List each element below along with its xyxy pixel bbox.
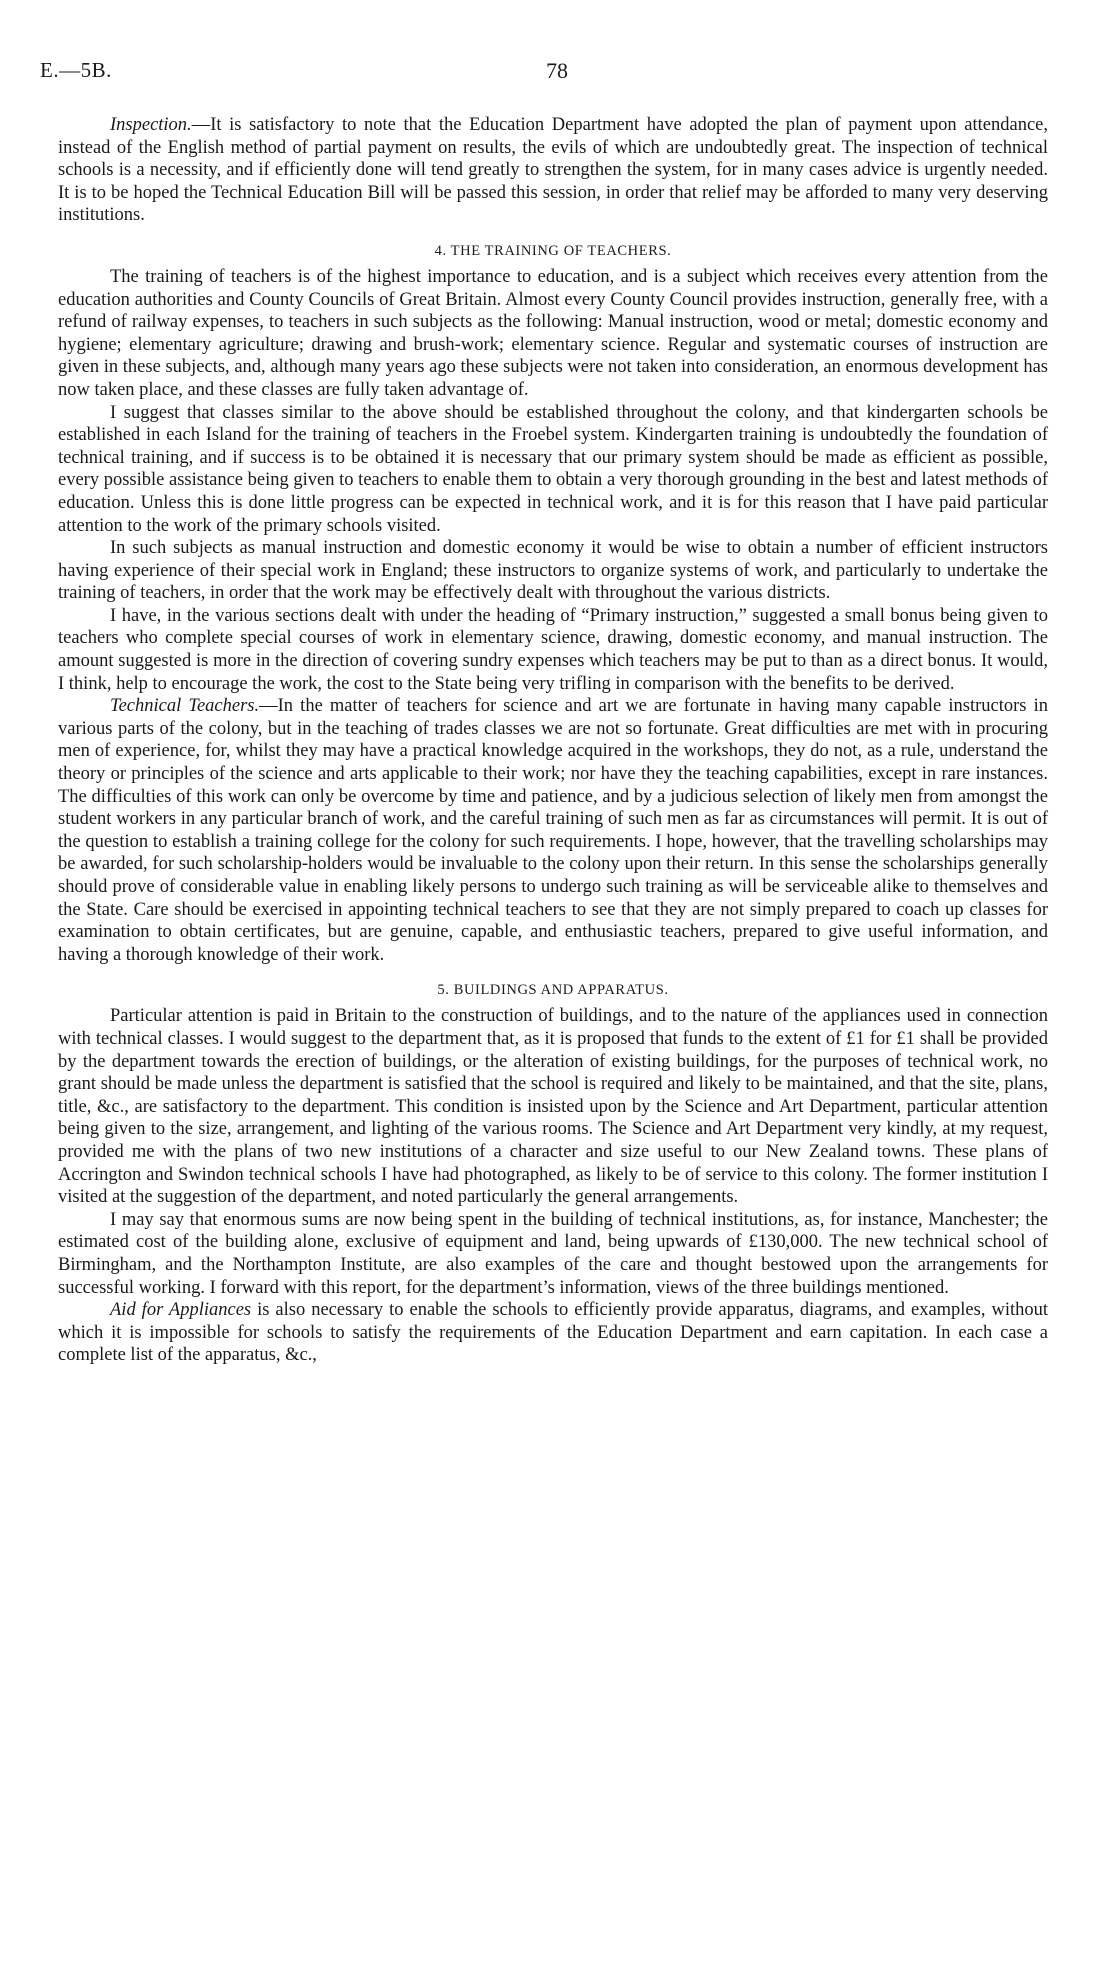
paragraph-lead: Technical Teachers. <box>110 696 260 717</box>
paragraph-text: —It is satisfactory to note that the Education Department have adopted the plan of payment upon attendance, instead of the English method of partial payment on results, the evils of which are undoubtedly great. The inspection of technical schools is a necessity, and if efficiently done will tend greatly to strengthen the system, for in many cases advice is urgently needed. It is to be hoped the Technical Education Bill will be passed this session, in order that relief may be afforded to many very deserving institutions. <box>58 115 1048 226</box>
paragraph-text: —In the matter of teachers for science and art we are fortunate in having many capable instructors in various parts of the colony, but in the teaching of trades classes we are not so fortunate. Great difficulties are met with in procuring men of experience, for, whilst they may have a practical knowledge acquired in the workshops, they do not, as a rule, understand the theory or principles of the science and arts applicable to their work; nor have they the teaching capabilities, except in rare instances. The difficulties of this work can only be overcome by time and patience, and by a judicious selection of likely men from amongst the student workers in any particular branch of work, and the careful training of such men as far as circumstances will permit. It is out of the question to establish a training college for the colony for such requirements. I hope, however, that the travelling scholarships may be awarded, for such scholarship-holders would be invaluable to the colony upon their return. In this sense the scholarships generally should prove of considerable value in enabling likely persons to undergo such training as will be serviceable alike to themselves and the State. Care should be exercised in appointing technical teachers to see that they are not simply prepared to coach up classes for examination to obtain certificates, but are genuine, capable, and enthusiastic teachers, prepared to give useful information, and having a thorough knowledge of their work. <box>58 696 1048 965</box>
body-text <box>58 114 1048 1367</box>
paragraph-technical-teachers <box>58 695 1048 966</box>
paragraph: In such subjects as manual instruction and domestic economy it would be wise to obtain a number of efficient instructors having experience of their special work in England; these instructors to organize systems of work, and particularly to undertake the training of teachers, in order that the work may be effectively dealt with throughout the various districts. <box>58 538 1048 604</box>
section-heading-training: 4. THE TRAINING OF TEACHERS. <box>434 242 672 259</box>
paragraph-inspection <box>58 114 1048 227</box>
document-reference: E.—5B. <box>40 58 112 82</box>
paragraph: Particular attention is paid in Britain to the construction of buildings, and to the nature of the appliances used in connection with technical classes. I would suggest to the department that, as it is proposed that funds to the extent of £1 for £1 shall be provided by the department towards the erection of buildings, or the alteration of existing buildings, for the purposes of technical work, no grant should be made unless the department is satisfied that the school is required and likely to be maintained, and that the site, plans, title, &c., are satisfactory to the department. This condition is insisted upon by the Science and Art Department, particular attention being given to the size, arrangement, and lighting of the various rooms. The Science and Art Department very kindly, at my request, provided me with the plans of two new institutions of a character and size useful to our New Zealand towns. These plans of Accrington and Swindon technical schools I have had photographed, as likely to be of service to this colony. The former institution I visited at the suggestion of the department, and noted particularly the general arrangements. <box>58 1006 1048 1208</box>
paragraph: I have, in the various sections dealt with under the heading of “Primary instruction,” suggested a small bonus being given to teachers who complete special courses of work in elementary science, drawing, domestic economy, and manual instruction. The amount suggested is more in the direction of covering sundry expenses which teachers may be put to than as a direct bonus. It would, I think, help to encourage the work, the cost to the State being very trifling in comparison with the benefits to be derived. <box>58 605 1048 694</box>
paragraph: The training of teachers is of the highest importance to education, and is a subject which receives every attention from the education authorities and County Councils of Great Britain. Almost every County Council provides instruction, generally free, with a refund of railway expenses, to teachers in such subjects as the following: Manual instruction, wood or metal; domestic economy and hygiene; elementary agriculture; drawing and brush-work; elementary science. Regular and systematic courses of instruction are given in these subjects, and, although many years ago these subjects were not taken into consideration, an enormous development has now taken place, and these classes are fully taken advantage of. <box>58 266 1048 400</box>
section-heading-buildings: 5. BUILDINGS AND APPARATUS. <box>437 982 669 999</box>
paragraph-text: is also necessary to enable the schools to efficiently provide apparatus, diagrams, and examples, without which it is impossible for schools to satisfy the requirements of the Education Department and earn capitation. In each case a complete list of the apparatus, &c., <box>58 1300 1048 1366</box>
paragraph: I may say that enormous sums are now being spent in the building of technical institutions, as, for instance, Manchester; the estimated cost of the building alone, exclusive of equipment and land, being upwards of £130,000. The new technical school of Birmingham, and the Northampton Institute, are also examples of the care and thought bestowed upon the arrangements for successful working. I forward with this report, for the department’s information, views of the three buildings mentioned. <box>58 1209 1048 1298</box>
paragraph-lead: Aid for Appliances <box>110 1300 252 1321</box>
paragraph-aid-for-appliances <box>58 1299 1048 1367</box>
page-number: 78 <box>546 58 568 83</box>
paragraph: I suggest that classes similar to the above should be established throughout the colony, and that kindergarten schools be established in each Island for the training of teachers in the Froebel system. Kindergarten training is undoubtedly the foundation of technical training, and if success is to be obtained it is necessary that our primary system should be made as efficient as possible, every possible assistance being given to teachers to enable them to obtain a very thorough grounding in the best and latest methods of education. Unless this is done little progress can be expected in technical work, and it is for this reason that I have paid particular attention to the work of the primary schools visited. <box>58 402 1048 536</box>
page-header <box>40 58 1074 88</box>
paragraph-lead: Inspection. <box>110 115 192 135</box>
